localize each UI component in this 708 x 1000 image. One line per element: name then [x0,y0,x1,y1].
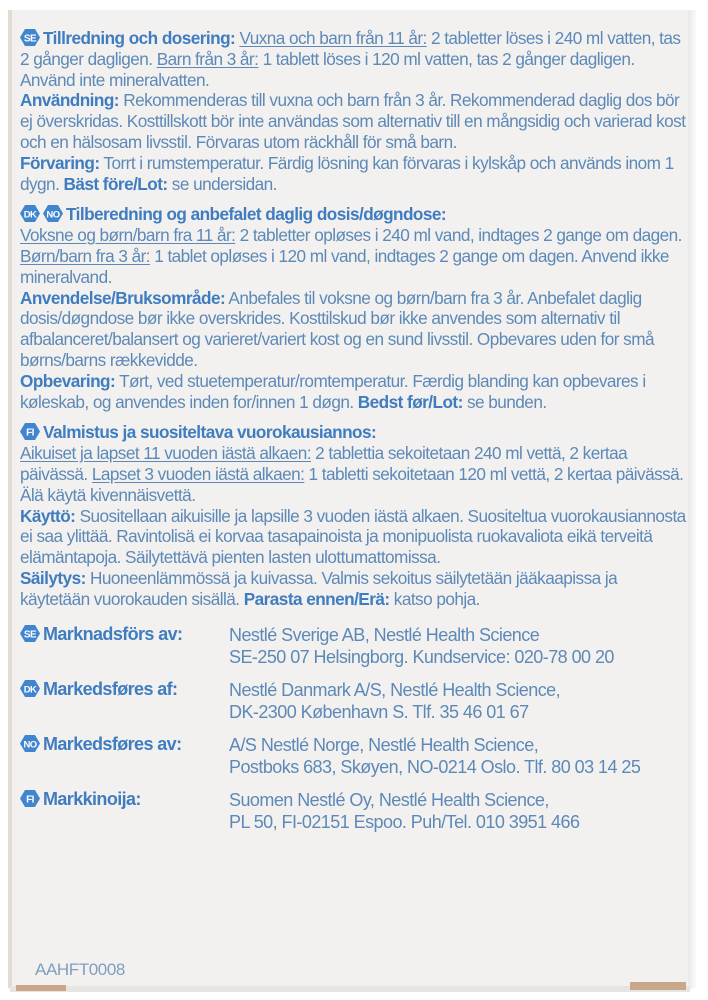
product-code: AAHFT0008 [35,960,125,979]
dkno-usage-text: Anbefales til voksne og børn/barn fra 3 år. Anbefalet daglig dosis/døgndose bør ikke overskrides. Kosttilskud bør ikke anvendes som alternativ til afbalanceret/balansert og varieret/variert kost og en sund livsstil. Opbevares uden for små børns/barns rækkevidde. [20,287,654,370]
contact-line: SE-250 07 Helsingborg. Kundservice: 020-78 00 20 [229,646,614,667]
contact-label: Markedsføres av: [43,733,182,754]
dkno-adult-label: Voksne og børn/barn fra 11 år: [20,225,236,246]
svg-text:NO: NO [46,209,60,221]
contact-line: Suomen Nestlé Oy, Nestlé Health Science, [229,789,549,810]
contact-line: Postboks 683, Skøyen, NO-0214 Oslo. Tlf. 80 03 14 25 [229,756,641,777]
se-storage-text: Torrt i rumstemperatur. Färdig lösning kan förvaras i kylskåp och används inom 1 dygn. [20,152,674,194]
fi-usage [20,506,690,568]
label-text [20,28,690,844]
svg-text:FI: FI [26,427,34,439]
svg-text:FI: FI [26,794,34,806]
fi-flag-icon [20,423,40,440]
dkno-storage-text: Tørt, ved stuetemperatur/romtemperatur. Færdig blanding kan opbevares i køleskab, og anvendes inden for/innen 1 døgn. [20,370,646,412]
section-fi [20,422,690,609]
contact-label: Markkinoija: [43,788,141,809]
fi-bestbefore-label: Parasta ennen/Erä: [243,588,390,609]
se-dosage [20,28,690,90]
fi-storage-label: Säilytys: [20,567,86,588]
svg-text:SE: SE [23,33,37,45]
package-bottom-edge [10,986,690,992]
dkno-storage-label: Opbevaring: [20,370,116,391]
fi-heading: Valmistus ja suositeltava vuorokausiannos: [43,422,377,443]
contact-fi [20,789,690,833]
fi-adult-label: Aikuiset ja lapset 11 vuoden iästä alkaen: [20,443,311,464]
se-adult-label: Vuxna och barn från 11 år: [239,28,427,48]
fi-usage-label: Käyttö: [20,505,76,526]
fi-adult-text: 2 tablettia sekoitetaan 240 ml vettä, 2 kertaa päivässä. [20,443,628,484]
se-usage-label: Användning: [20,90,119,111]
contact-line: DK-2300 København S. Tlf. 35 46 01 67 [229,701,529,722]
dkno-usage [20,288,690,371]
contact-label: Markedsføres af: [43,678,178,699]
se-usage-text: Rekommenderas till vuxna och barn från 3 år. Rekommenderad daglig dos bör ej överskridas. Kosttillskott bör inte användas som alternativ till en mångsidig och varierad kost och en hälsosam livsstil. Förvaras utom räckhåll för små barn. [20,90,686,152]
dk-flag-icon [20,680,40,697]
se-storage-label: Förvaring: [20,152,100,173]
fi-storage-text: Huoneenlämmössä ja kuivassa. Valmis sekoitus säilytetään jääkaapissa ja käytetään vuorokauden sisällä. [20,567,618,609]
contact-line: A/S Nestlé Norge, Nestlé Health Science, [229,734,539,755]
fi-bestbefore-text: katso pohja. [389,588,480,609]
dkno-adult-text: 2 tabletter opløses i 240 ml vand, indtages 2 gange om dagen. [235,225,682,246]
fi-heading-line [20,422,690,443]
no-flag-icon [43,205,63,222]
contact-dk [20,679,690,723]
se-flag-icon [20,29,40,46]
dkno-storage [20,371,690,413]
fi-usage-text: Suositellaan aikuisille ja lapsille 3 vuoden iästä alkaen. Suositeltua vuorokausiannosta ei saa ylittää. Ravintolisä ei korvaa tasapainoista ja monipuolista ruokavaliota eikä terveitä elämäntapoja. Säilytettävä pienten lasten ulottumattomissa. [20,505,686,568]
contact-line: Nestlé Danmark A/S, Nestlé Health Science, [229,679,561,700]
se-storage [20,153,690,195]
contact-se [20,624,690,668]
se-flag-icon [20,625,40,642]
dkno-child-label: Børn/barn fra 3 år: [20,245,150,266]
package-flap-right [630,982,686,990]
se-child-label: Barn från 3 år: [156,48,259,69]
svg-text:NO: NO [23,739,37,751]
svg-text:DK: DK [23,684,37,696]
section-dk-no [20,204,690,412]
fi-flag-icon [20,790,40,807]
contact-label: Marknadsförs av: [43,623,183,644]
contact-line: PL 50, FI-02151 Espoo. Puh/Tel. 010 3951 466 [229,811,580,832]
no-flag-icon [20,735,40,752]
fi-dosage [20,443,690,505]
se-bestbefore-text: se undersidan. [167,173,277,194]
section-se [20,28,690,194]
fi-child-label: Lapset 3 vuoden iästä alkaen: [91,463,305,484]
se-child-text: 1 tablett löses i 120 ml vatten, tas 2 gånger dagligen. Använd inte mineralvatten. [20,48,635,90]
contact-line: Nestlé Sverige AB, Nestlé Health Science [229,624,540,645]
se-heading: Tillredning och dosering: [43,28,236,48]
se-bestbefore-label: Bäst före/Lot: [63,173,168,194]
svg-text:DK: DK [23,209,37,221]
se-adult-text: 2 tabletter löses i 240 ml vatten, tas 2 gånger dagligen. [20,28,681,69]
dkno-usage-label: Anvendelse/Bruksområde: [20,287,226,308]
dkno-heading-line [20,204,690,225]
dkno-dosage [20,225,690,287]
package-flap-left [16,985,66,991]
contact-no [20,734,690,778]
dkno-bestbefore-text: se bunden. [462,391,547,412]
dkno-child-text: 1 tablet opløses i 120 ml vand, indtages 2 gange om dagen. Anvend ikke mineralvand. [20,245,669,287]
marketer-contacts [20,624,690,833]
fi-child-text: 1 tabletti sekoitetaan 120 ml vettä, 2 kertaa päivässä. Älä käytä kivennäisvettä. [20,463,684,505]
dk-flag-icon [20,205,40,222]
fi-storage [20,568,690,610]
se-usage [20,90,690,152]
dkno-heading: Tilberedning og anbefalet daglig dosis/døgndose: [66,204,447,225]
svg-text:SE: SE [23,629,37,641]
dkno-bestbefore-label: Bedst før/Lot: [357,391,463,412]
